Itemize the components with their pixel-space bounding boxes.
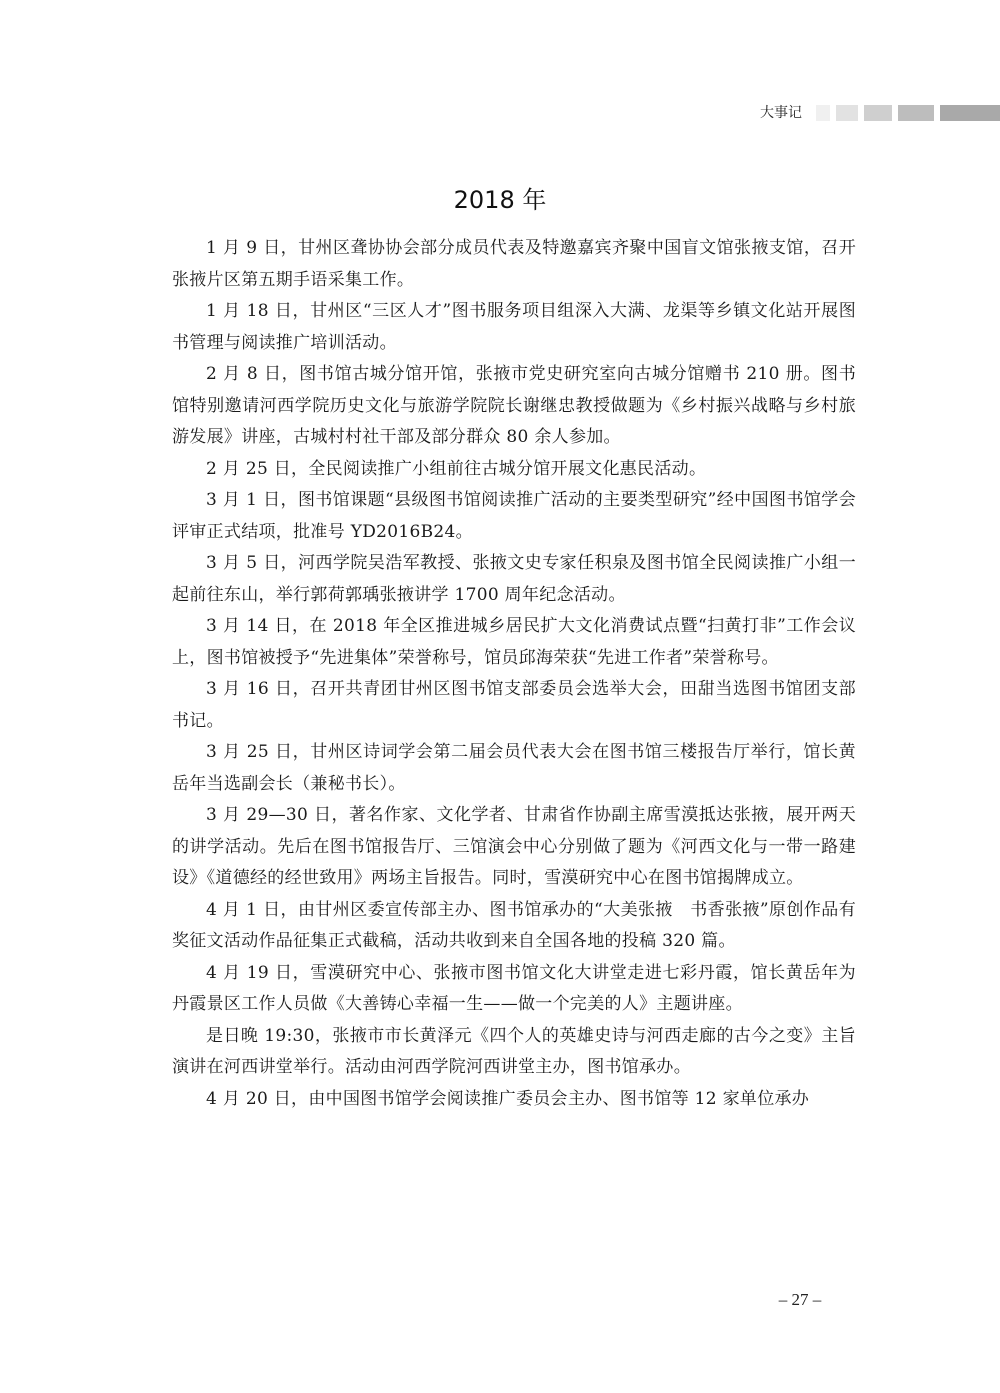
- header-decoration-bar-2: [836, 105, 858, 121]
- paragraph: 3 月 29—30 日，著名作家、文化学者、甘肃省作协副主席雪漠抵达张掖，展开两天的讲学活动。先后在图书馆报告厅、三馆演会中心分别做了题为《河西文化与一带一路建设》《道德经的经世致用》两场主旨报告。同时，雪漠研究中心在图书馆揭牌成立。: [172, 805, 856, 888]
- paragraph: 1 月 18 日，甘州区“三区人才”图书服务项目组深入大满、龙渠等乡镇文化站开展图书管理与阅读推广培训活动。: [172, 301, 856, 353]
- header-decoration-bar-1: [816, 105, 830, 121]
- page-number: – 27 –: [778, 1290, 822, 1309]
- paragraph: 3 月 25 日，甘州区诗词学会第二届会员代表大会在图书馆三楼报告厅举行，馆长黄岳年当选副会长（兼秘书长）。: [172, 742, 856, 794]
- body-text: [172, 233, 856, 1115]
- header-decoration-bar-5: [940, 105, 1000, 121]
- header-decoration-bar-4: [898, 105, 934, 121]
- page-title: 2018 年: [453, 186, 547, 214]
- paragraph: 2 月 8 日，图书馆古城分馆开馆，张掖市党史研究室向古城分馆赠书 210 册。图书馆特别邀请河西学院历史文化与旅游学院院长谢继忠教授做题为《乡村振兴战略与乡村旅游发展》讲座，古城村村社干部及部分群众 80 余人参加。: [172, 364, 856, 447]
- running-header: [0, 102, 1000, 124]
- header-decoration-bar-3: [864, 105, 892, 121]
- paragraph: 3 月 14 日，在 2018 年全区推进城乡居民扩大文化消费试点暨“扫黄打非”工作会议上，图书馆被授予“先进集体”荣誉称号，馆员邱海荣获“先进工作者”荣誉称号。: [172, 616, 856, 668]
- section-label: 大事记: [760, 105, 802, 121]
- paragraph: 3 月 5 日，河西学院吴浩军教授、张掖文史专家任积泉及图书馆全民阅读推广小组一起前往东山，举行郭荷郭瑀张掖讲学 1700 周年纪念活动。: [172, 553, 856, 605]
- paragraph: 3 月 1 日，图书馆课题“县级图书馆阅读推广活动的主要类型研究”经中国图书馆学会评审正式结项，批准号 YD2016B24。: [172, 490, 856, 542]
- paragraph: 4 月 20 日，由中国图书馆学会阅读推广委员会主办、图书馆等 12 家单位承办: [206, 1088, 810, 1109]
- paragraph: 2 月 25 日，全民阅读推广小组前往古城分馆开展文化惠民活动。: [206, 458, 707, 479]
- paragraph: 是日晚 19:30，张掖市市长黄泽元《四个人的英雄史诗与河西走廊的古今之变》主旨演讲在河西讲堂举行。活动由河西学院河西讲堂主办，图书馆承办。: [172, 1025, 856, 1077]
- paragraph: 1 月 9 日，甘州区聋协协会部分成员代表及特邀嘉宾齐聚中国盲文馆张掖支馆，召开张掖片区第五期手语采集工作。: [172, 238, 856, 290]
- paragraph: 4 月 19 日，雪漠研究中心、张掖市图书馆文化大讲堂走进七彩丹霞，馆长黄岳年为丹霞景区工作人员做《大善铸心幸福一生——做一个完美的人》主题讲座。: [172, 962, 856, 1014]
- paragraph: 3 月 16 日，召开共青团甘州区图书馆支部委员会选举大会，田甜当选图书馆团支部书记。: [172, 679, 856, 731]
- paragraph: 4 月 1 日，由甘州区委宣传部主办、图书馆承办的“大美张掖 书香张掖”原创作品有奖征文活动作品征集正式截稿，活动共收到来自全国各地的投稿 320 篇。: [172, 899, 856, 951]
